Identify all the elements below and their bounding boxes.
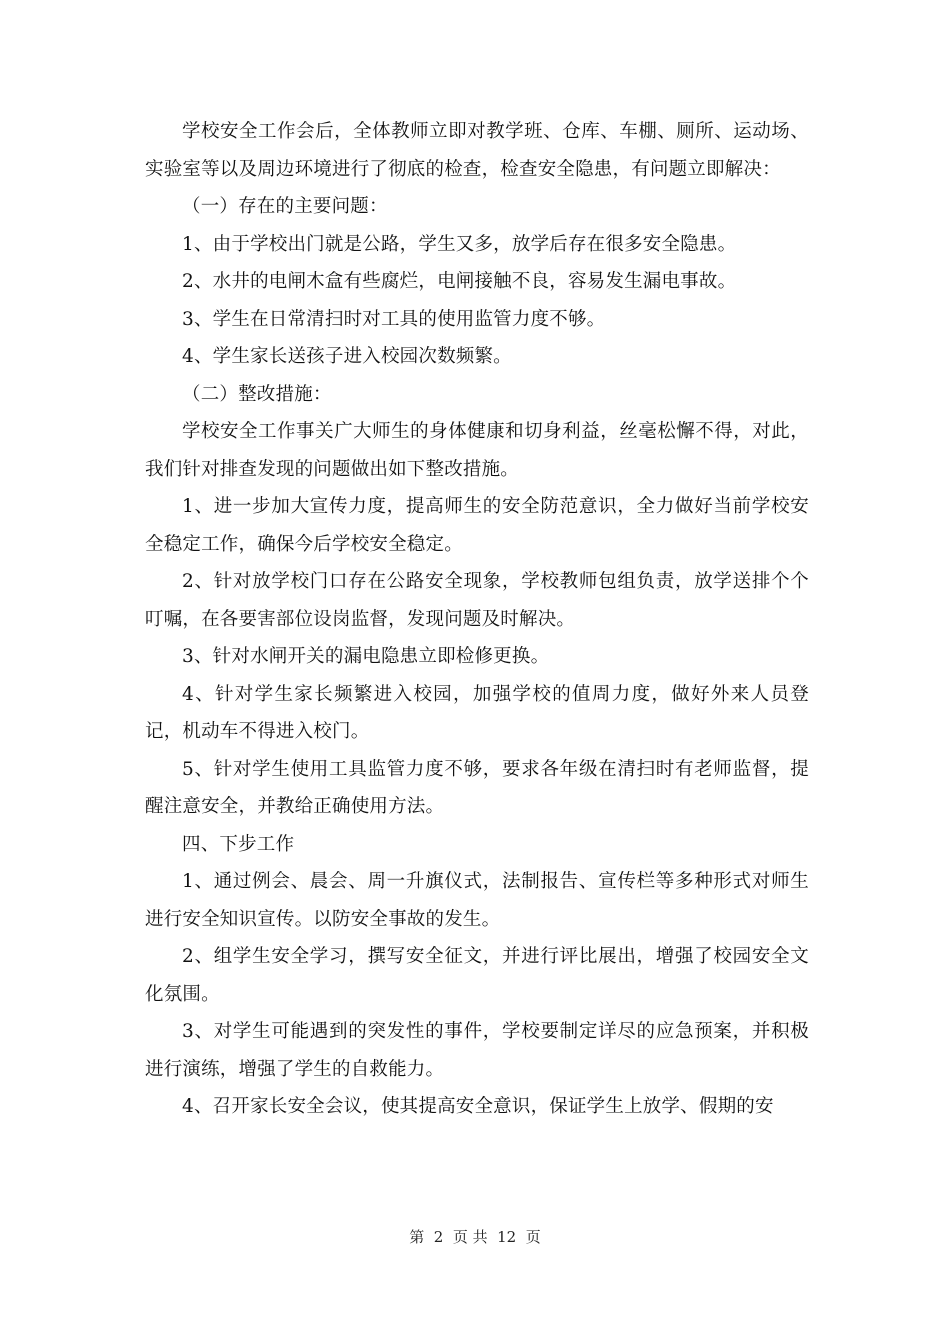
- section-heading-problems: （一）存在的主要问题：: [182, 196, 388, 217]
- next-step-item-4: 4、召开家长安全会议，使其提高安全意识，保证学生上放学、假期的安: [182, 1096, 774, 1117]
- section-heading-next-steps: 四、下步工作: [182, 833, 295, 855]
- section-heading-measures: （二）整改措施：: [182, 383, 332, 405]
- paragraph-intro: 学校安全工作会后，全体教师立即对教学班、仓库、车棚、厕所、运动场、实验室等以及周边环境进行了彻底的检查，检查安全隐患，有问题立即解决：: [145, 121, 809, 180]
- next-step-item-1: 1、通过例会、晨会、周一升旗仪式，法制报告、宣传栏等多种形式对师生进行安全知识宣传。以防安全事故的发生。: [145, 871, 809, 930]
- document-body: [145, 113, 809, 1126]
- problem-item-3: 3、学生在日常清扫时对工具的使用监管力度不够。: [182, 308, 606, 330]
- measures-intro: 学校安全工作事关广大师生的身体健康和切身利益，丝毫松懈不得，对此，我们针对排查发现的问题做出如下整改措施。: [145, 421, 809, 480]
- measure-item-4: 4、针对学生家长频繁进入校园，加强学校的值周力度，做好外来人员登记，机动车不得进入校门。: [145, 683, 809, 742]
- problem-item-4: 4、学生家长送孩子进入校园次数频繁。: [182, 346, 512, 367]
- next-step-item-3: 3、对学生可能遇到的突发性的事件，学校要制定详尽的应急预案，并积极进行演练，增强了学生的自救能力。: [145, 1021, 809, 1080]
- next-step-item-2: 2、组学生安全学习，撰写安全征文，并进行评比展出，增强了校园安全文化氛围。: [145, 946, 809, 1005]
- page-number-footer: 第 2 页 共 12 页: [409, 1228, 541, 1246]
- measure-item-5: 5、针对学生使用工具监管力度不够，要求各年级在清扫时有老师监督，提醒注意安全，并教给正确使用方法。: [145, 758, 809, 817]
- problem-item-2: 2、水井的电闸木盒有些腐烂，电闸接触不良，容易发生漏电事故。: [182, 271, 737, 292]
- measure-item-3: 3、针对水闸开关的漏电隐患立即检修更换。: [182, 646, 550, 667]
- problem-item-1: 1、由于学校出门就是公路，学生又多，放学后存在很多安全隐患。: [182, 233, 737, 255]
- measure-item-1: 1、进一步加大宣传力度，提高师生的安全防范意识，全力做好当前学校安全稳定工作，确保今后学校安全稳定。: [145, 496, 809, 555]
- measure-item-2: 2、针对放学校门口存在公路安全现象，学校教师包组负责，放学送排个个叮嘱，在各要害部位设岗监督，发现问题及时解决。: [145, 571, 809, 630]
